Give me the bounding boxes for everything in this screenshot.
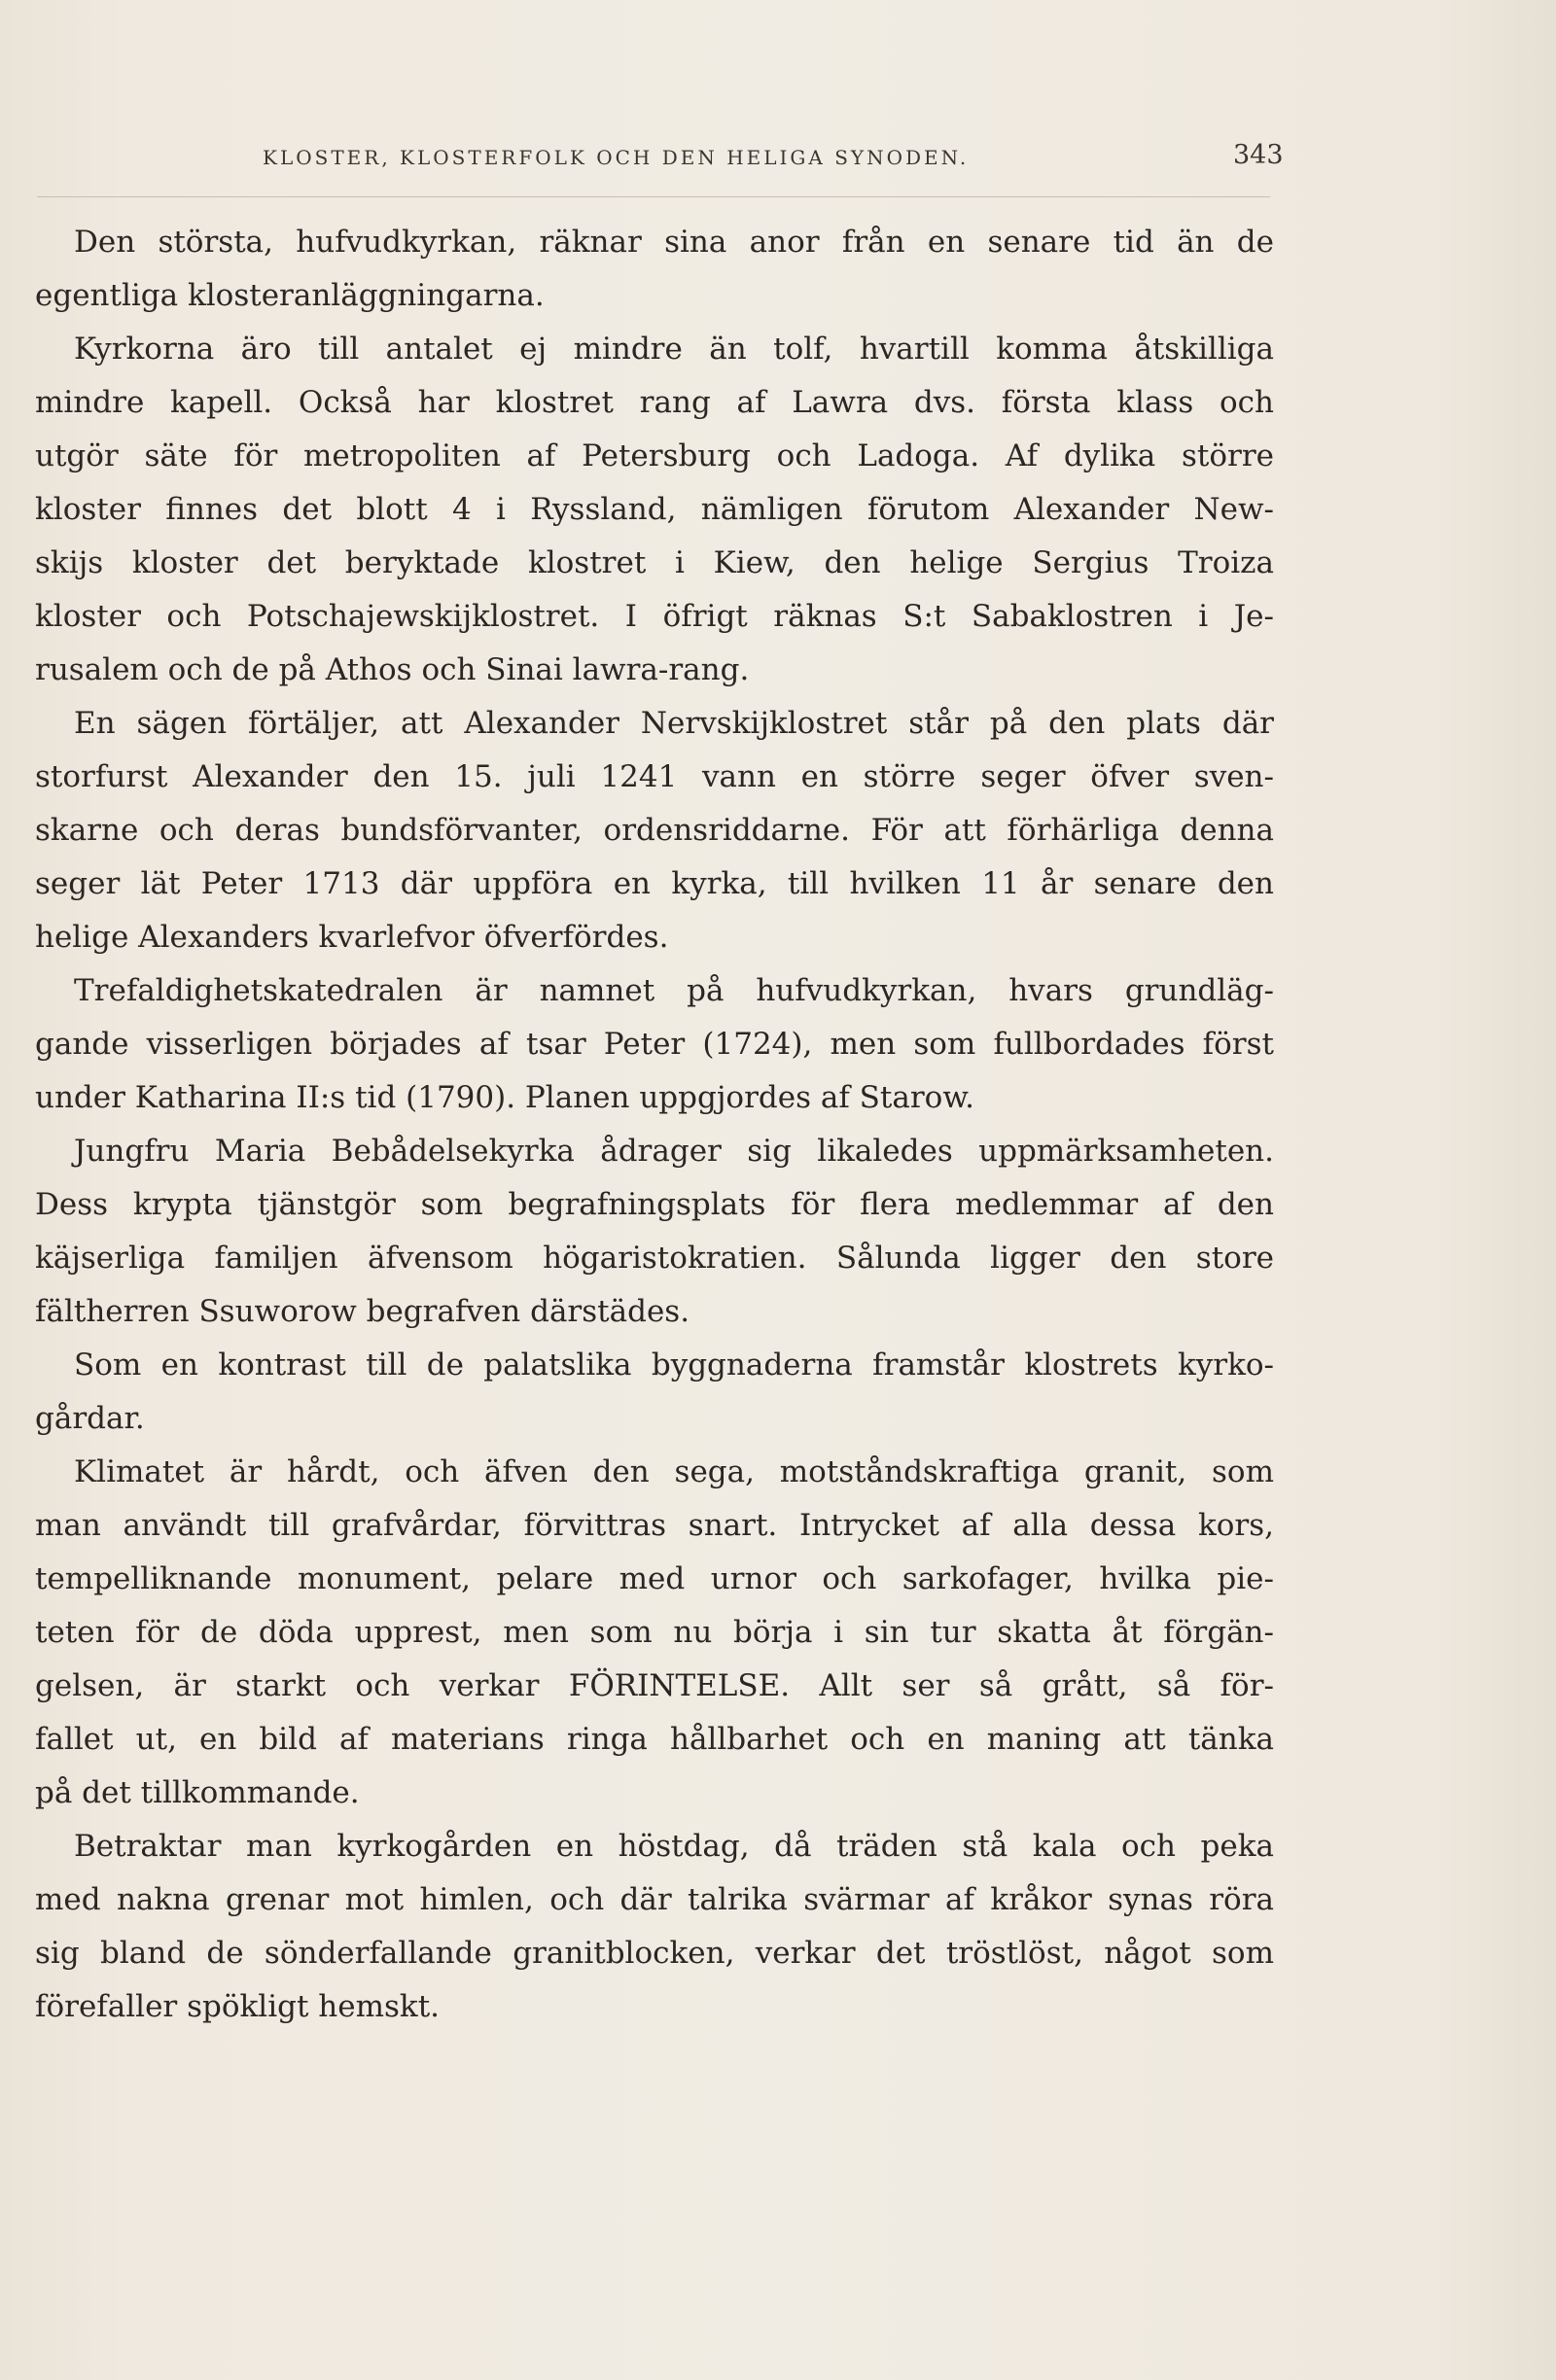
text-line: gande visserligen börjades af tsar Peter (1724), men som fullbordades först bbox=[35, 1027, 1274, 1062]
text-line: gårdar. bbox=[35, 1401, 145, 1436]
text-line: med nakna grenar mot himlen, och där talrika svärmar af kråkor synas röra bbox=[35, 1882, 1274, 1917]
text-line: förefaller spökligt hemskt. bbox=[35, 1989, 441, 2024]
text-line: storfurst Alexander den 15. juli 1241 vann en större seger öfver sven- bbox=[35, 759, 1274, 794]
text-line: Dess krypta tjänstgör som begrafningsplats för flera medlemmar af den bbox=[35, 1187, 1274, 1222]
running-title: KLOSTER, KLOSTERFOLK OCH DEN HELIGA SYNODEN. bbox=[263, 146, 970, 169]
text-line: Som en kontrast till de palatslika byggnaderna framstår klostrets kyrko- bbox=[74, 1348, 1274, 1382]
running-head bbox=[0, 140, 1556, 185]
text-line: utgör säte för metropoliten af Petersburg och Ladoga. Af dylika större bbox=[35, 438, 1274, 473]
text-line: på det tillkommande. bbox=[35, 1775, 360, 1810]
text-line: tempelliknande monument, pelare med urnor och sarkofager, hvilka pie- bbox=[35, 1561, 1274, 1596]
page-number: 343 bbox=[1233, 140, 1284, 170]
text-line: teten för de döda upprest, men som nu börja i sin tur skatta åt förgän- bbox=[35, 1615, 1274, 1650]
text-line: fältherren Ssuworow begrafven därstädes. bbox=[35, 1294, 690, 1329]
text-line: Kyrkorna äro till antalet ej mindre än tolf, hvartill komma åtskilliga bbox=[74, 332, 1274, 367]
text-line: käjserliga familjen äfvensom högaristokratien. Sålunda ligger den store bbox=[35, 1241, 1274, 1276]
text-line: Jungfru Maria Bebådelsekyrka ådrager sig likaledes uppmärksamheten. bbox=[74, 1134, 1274, 1169]
text-line: skijs kloster det beryktade klostret i Kiew, den helige Sergius Troiza bbox=[35, 545, 1274, 580]
text-line: skarne och deras bundsförvanter, ordensriddarne. För att förhärliga denna bbox=[35, 813, 1274, 848]
text-line: sig bland de sönderfallande granitblocken, verkar det tröstlöst, något som bbox=[35, 1936, 1274, 1971]
text-line: kloster och Potschajewskijklostret. I öfrigt räknas S:t Sabaklostren i Je- bbox=[35, 599, 1274, 634]
text-line: rusalem och de på Athos och Sinai lawra-rang. bbox=[35, 652, 750, 687]
header-rule bbox=[37, 196, 1270, 197]
body-text bbox=[35, 216, 1274, 2034]
text-line: egentliga klosteranläggningarna. bbox=[35, 278, 545, 313]
text-line: kloster finnes det blott 4 i Ryssland, nämligen förutom Alexander New- bbox=[35, 492, 1274, 527]
text-line: mindre kapell. Också har klostret rang af Lawra dvs. första klass och bbox=[35, 385, 1274, 420]
text-line: under Katharina II:s tid (1790). Planen uppgjordes af Starow. bbox=[35, 1080, 975, 1115]
text-line: Klimatet är hårdt, och äfven den sega, motståndskraftiga granit, som bbox=[74, 1454, 1274, 1489]
text-line: man användt till grafvårdar, förvittras snart. Intrycket af alla dessa kors, bbox=[35, 1508, 1274, 1543]
text-line: helige Alexanders kvarlefvor öfverfördes. bbox=[35, 920, 669, 955]
text-line: Den största, hufvudkyrkan, räknar sina anor från en senare tid än de bbox=[74, 225, 1274, 260]
text-line: seger lät Peter 1713 där uppföra en kyrka, till hvilken 11 år senare den bbox=[35, 866, 1274, 901]
text-line: gelsen, är starkt och verkar FÖRINTELSE. Allt ser så grått, så för- bbox=[35, 1668, 1274, 1703]
text-line: Trefaldighetskatedralen är namnet på hufvudkyrkan, hvars grundläg- bbox=[74, 973, 1274, 1008]
text-line: En sägen förtäljer, att Alexander Nervskijklostret står på den plats där bbox=[74, 706, 1274, 741]
text-line: Betraktar man kyrkogården en höstdag, då träden stå kala och peka bbox=[74, 1829, 1274, 1864]
text-line: fallet ut, en bild af materians ringa hållbarhet och en maning att tänka bbox=[35, 1722, 1274, 1757]
